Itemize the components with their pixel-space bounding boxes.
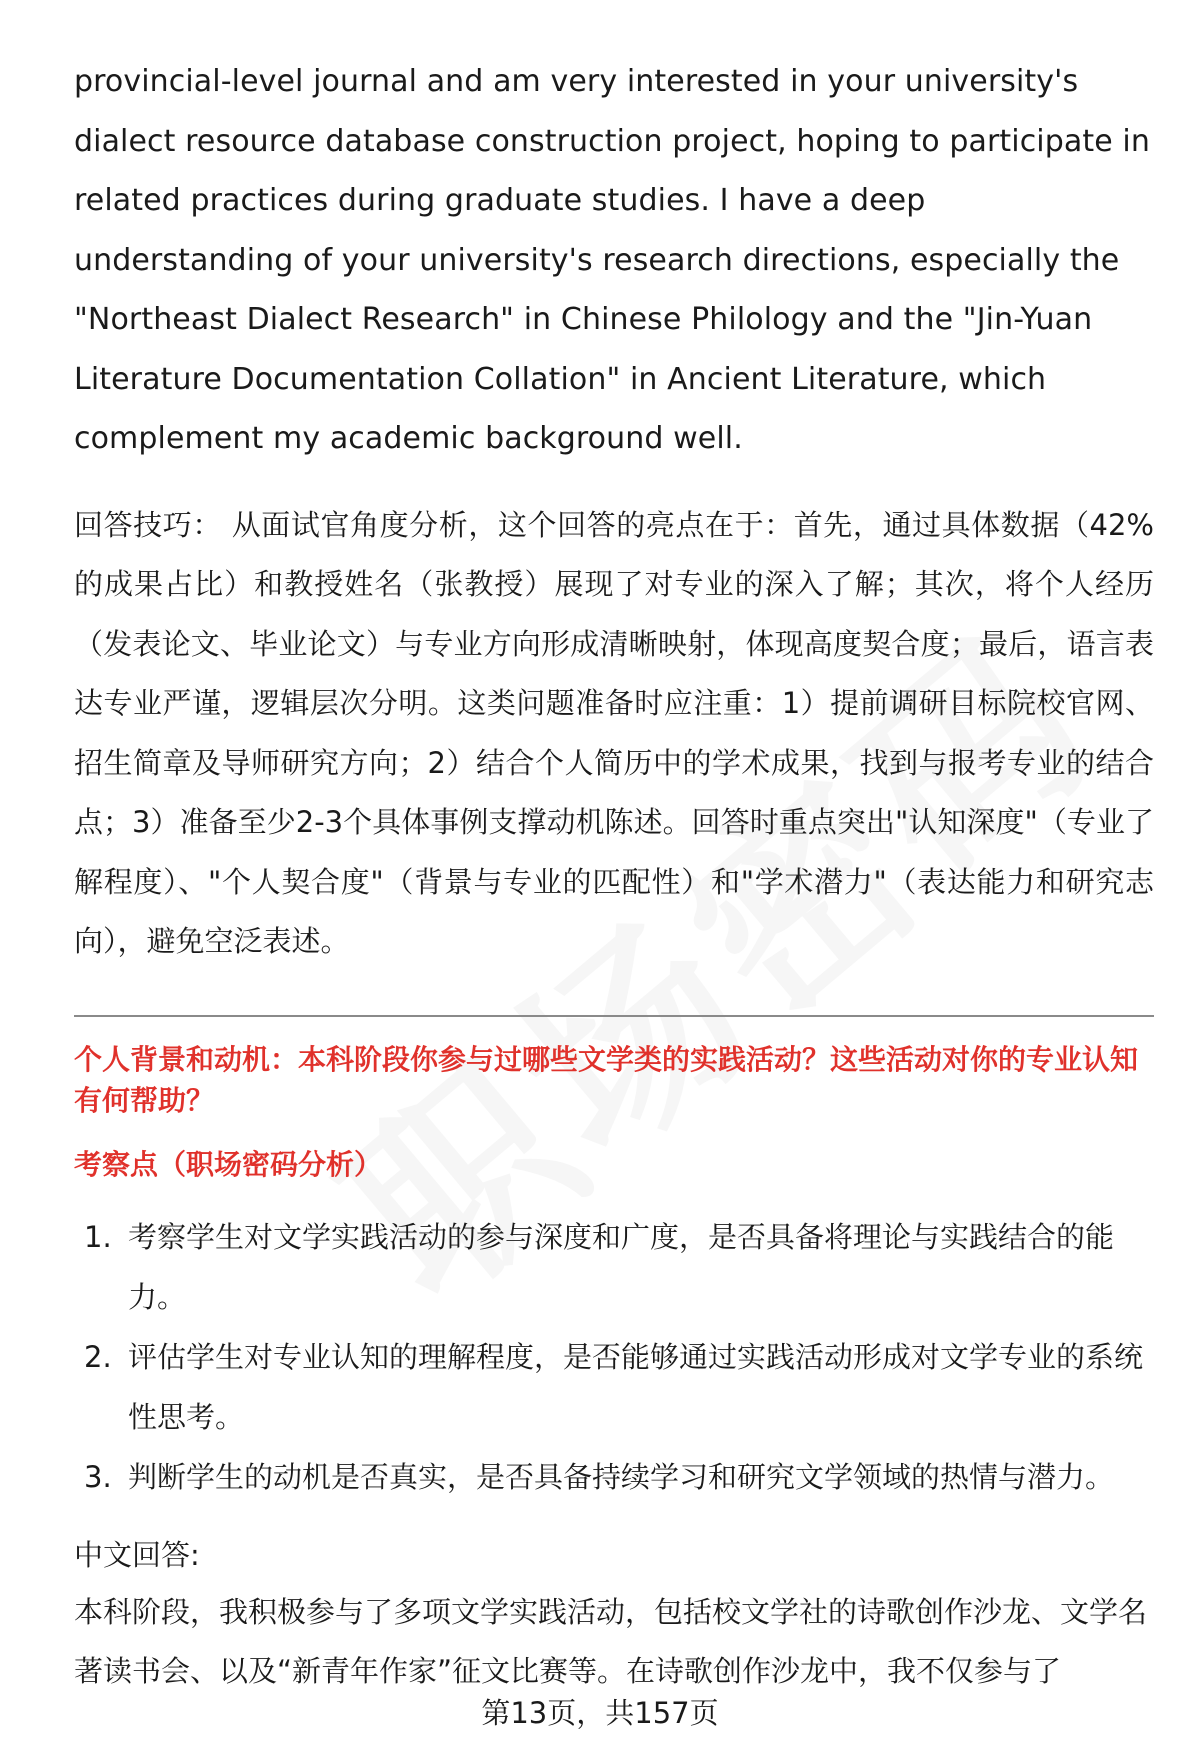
question-title: 个人背景和动机：本科阶段你参与过哪些文学类的实践活动？这些活动对你的专业认知有何帮助？ — [74, 1042, 1139, 1117]
answer-tip-paragraph: 回答技巧： 从面试官角度分析，这个回答的亮点在于：首先，通过具体数据（42%的成果占比）和教授姓名（张教授）展现了对专业的深入了解；其次，将个人经历（发表论文、毕业论文）与专业方向形成清晰映射，体现高度契合度；最后，语言表达专业严谨，逻辑层次分明。这类问题准备时应注重：1）提前调研目标院校官网、招生简章及导师研究方向；2）结合个人简历中的学术成果，找到与报考专业的结合点；3）准备至少2-3个具体事例支撑动机陈述。回答时重点突出"认知深度"（专业了解程度）、"个人契合度"（背景与专业的匹配性）和"学术潜力"（表达能力和研究志向），避免空泛表述。 — [74, 507, 1154, 958]
section-divider — [74, 1015, 1154, 1017]
list-item-text: 考察学生对文学实践活动的参与深度和广度，是否具备将理论与实践结合的能力。 — [128, 1219, 1115, 1314]
chinese-answer-label: 中文回答: — [74, 1537, 200, 1572]
list-item-number: 1. — [84, 1219, 112, 1254]
page-content — [74, 52, 1154, 1701]
list-item-number: 3. — [84, 1459, 112, 1494]
list-item — [74, 1447, 1154, 1507]
list-item-number: 2. — [84, 1339, 112, 1374]
assessment-points-title: 考察点（职场密码分析） — [74, 1147, 383, 1181]
list-item — [74, 1207, 1154, 1327]
intro-paragraph: provincial-level journal and am very interested in your university's dialect resource database construction project, hoping to participate in related practices during graduate studies. I have a deep understanding of your university's research directions, especially the "Northeast Dialect Research" in Chinese Philology and the "Jin-Yuan Literature Documentation Collation" in Ancient Literature, which complement my academic background well. — [74, 64, 1150, 456]
list-item-text: 判断学生的动机是否真实，是否具备持续学习和研究文学领域的热情与潜力。 — [128, 1459, 1115, 1494]
list-item — [74, 1327, 1154, 1447]
list-item-text: 评估学生对专业认知的理解程度，是否能够通过实践活动形成对文学专业的系统性思考。 — [128, 1339, 1144, 1434]
chinese-answer-body: 本科阶段，我积极参与了多项文学实践活动，包括校文学社的诗歌创作沙龙、文学名著读书会、以及“新青年作家”征文比赛等。在诗歌创作沙龙中，我不仅参与了 — [74, 1594, 1148, 1688]
page-number-footer: 第13页，共157页 — [481, 1696, 719, 1730]
assessment-points-list — [74, 1207, 1154, 1507]
